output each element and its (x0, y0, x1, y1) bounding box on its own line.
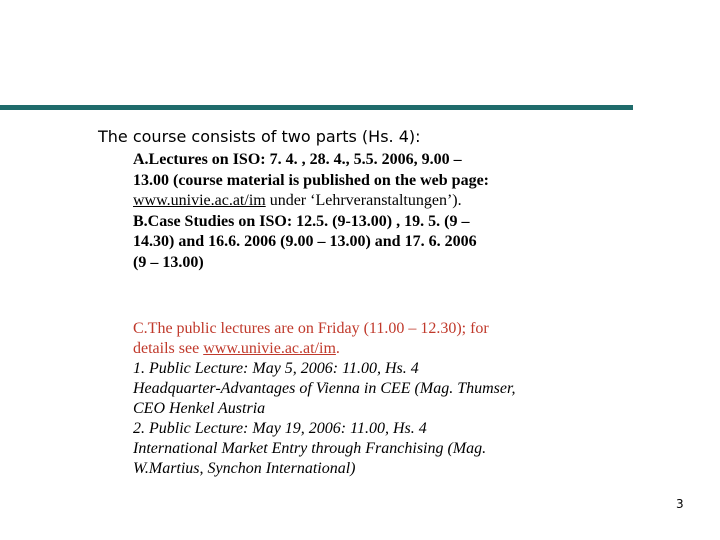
header-rule (0, 105, 633, 110)
part-a-line-3-rest: under ‘Lehrveranstaltungen’). (265, 192, 462, 209)
part-b-line-3: (9 – 13.00) (133, 253, 204, 271)
public-lectures-link[interactable]: www.univie.ac.at/im (203, 340, 336, 357)
lecture-1-speaker: CEO Henkel Austria (133, 400, 266, 417)
web-link[interactable]: www.univie.ac.at/im (133, 192, 266, 209)
part-a-line-2: 13.00 (course material is published on the web page: (133, 171, 489, 189)
part-c-line-2-post: . (335, 340, 340, 357)
part-c-line-2-pre: details see (133, 340, 204, 357)
part-a-line-3 (133, 191, 613, 212)
public-lectures-block (133, 319, 613, 479)
part-b-line-1: B.Case Studies on ISO: 12.5. (9-13.00) , 19. 5. (9 – (133, 212, 470, 230)
lecture-2-speaker: W.Martius, Synchon International) (133, 460, 356, 477)
part-b-line-2: 14.30) and 16.6. 2006 (9.00 – 13.00) and 17. 6. 2006 (133, 233, 477, 250)
lecture-2-title: International Market Entry through Franchising (Mag. (133, 440, 487, 457)
lecture-2-date: 2. Public Lecture: May 19, 2006: 11.00, Hs. 4 (133, 420, 427, 437)
part-c-line-2 (133, 339, 613, 359)
page-number: 3 (676, 497, 684, 511)
intro-text: The course consists of two parts (Hs. 4): (98, 127, 421, 146)
part-c-line-1: C.The public lectures are on Friday (11.00 – 12.30); for (133, 320, 489, 337)
lecture-1-date: 1. Public Lecture: May 5, 2006: 11.00, Hs. 4 (133, 360, 419, 377)
lecture-parts-block (133, 150, 613, 273)
lecture-1-title: Headquarter-Advantages of Vienna in CEE (Mag. Thumser, (133, 380, 516, 397)
part-a-line-1: A.Lectures on ISO: 7. 4. , 28. 4., 5.5. 2006, 9.00 – (133, 151, 462, 168)
